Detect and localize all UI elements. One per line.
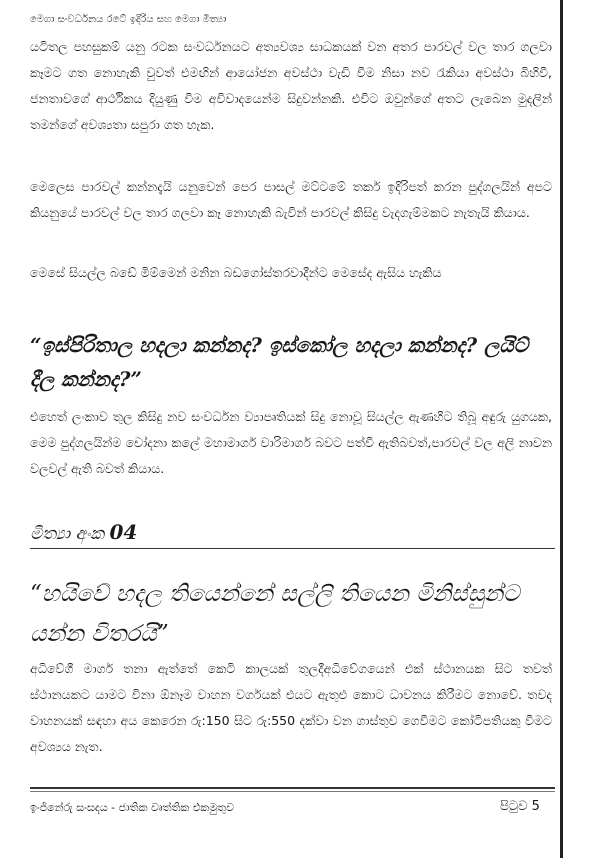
page-number: පිටුව 5 xyxy=(500,799,540,814)
myth-number-label xyxy=(30,520,137,544)
paragraph-belly-measure: මෙසේ සියල්ල බඩේ මිම්මෙන් මනින බඩගෝස්තරවාදීන්ට මෙසේද ඇසිය හැකිය xyxy=(30,265,442,280)
running-head: මෙගා සංවර්ධනය රටේ ඉදිරිය සහ මෙගා මිත්‍යා xyxy=(30,14,227,25)
quote-highway-rich: “හයිවේ හදල තියෙන්නේ සල්ලි තියෙන මිනිස්සුන්ට යන්න විතරයි” xyxy=(30,581,520,647)
section-divider xyxy=(30,548,555,549)
myth-label-prefix: මිත්‍යා අංක xyxy=(30,524,105,544)
paragraph-infrastructure: යටිතල පහසුකම් යනු රටක සංවර්ධනයට අත්‍යවශ්‍ය සාධකයක් වන අතර පාරවල් වල තාර ගලවා කෑමට ගත නොහැකි වුවත් එමඟින් ආයෝජන අවස්ථා වැඩි වීම නිසා නව රැකියා අවස්ථා බිහිවී, ජනතාවගේ ආර්ථිකය දියුණු වීම අවිවාදයෙන්ම සිදුවන්නකි. එවිට ඔවුන්ගේ අතට ලැබෙන මුදලින් තමන්ගේ අවශ්‍යතා සපුරා ගත හැක. xyxy=(30,39,552,132)
paragraph-dark-era: එහෙත් ලංකාව තුල කිසිදු නව සංවර්ධන ව්‍යාපෘතියක් සිදු නොවූ සියල්ල ඇණහිට තිබූ අඳුරු යුගයක, මෙම පුද්ගලයින්ම චෝදනා කලේ මහාමාර්ග වාරිමාර්ග බවට පත්වී ඇතිබවත්,පාරවල් වල අලි නාවන වලවල් ඇති බවත් කියාය. xyxy=(30,409,552,476)
paragraph-expressway: අධිවේගී මාර්ග තනා ඇත්තේ කෙටි කාලයක් තුලදීඅධිවේගයෙන් එක් ස්ථානයක සිට තවත් ස්ථානයකට යාමට විනා ඕනෑම වාහන වර්ගයක් එයට ඇතුළු කොට ධාවනය කිරීමට නොවේ. තවද වාහනයක් සඳහා අය කෙරෙන රු:150 සිට රු:550 දක්වා වන ගාස්තුව ගෙවීමට කෝටිපතියකු වීමට අවශ්‍යය නැත. xyxy=(30,661,552,754)
paragraph-preschool-argument: මෙලෙස පාරවල් කන්නදැයි යනුවෙන් පෙර පාසල් මට්ටමේ තර්ක ඉදිරිපත් කරන පුද්ගලයින් අපට කියනුයේ පාරවල් වල තාර ගලවා කෑ නොහැකි බැවින් පාරවල් කිසිදු වැදගැම්මකට නැතැයි කියාය. xyxy=(30,179,552,220)
myth-label-number: 04 xyxy=(109,520,138,544)
footer-rule-thin xyxy=(30,791,555,792)
footer-organization: ඉංජිනේරු සංසදය - ජාතික වෘත්තික එකමුතුව xyxy=(30,801,234,814)
footer-rule xyxy=(30,787,555,789)
page-edge-rule xyxy=(560,0,563,858)
quote-hospitals-schools: “ඉස්පිරිතාල හදලා කන්නද? ඉස්කෝල හදලා කන්නද? ලයිට් දීල කන්නද?” xyxy=(30,333,529,391)
